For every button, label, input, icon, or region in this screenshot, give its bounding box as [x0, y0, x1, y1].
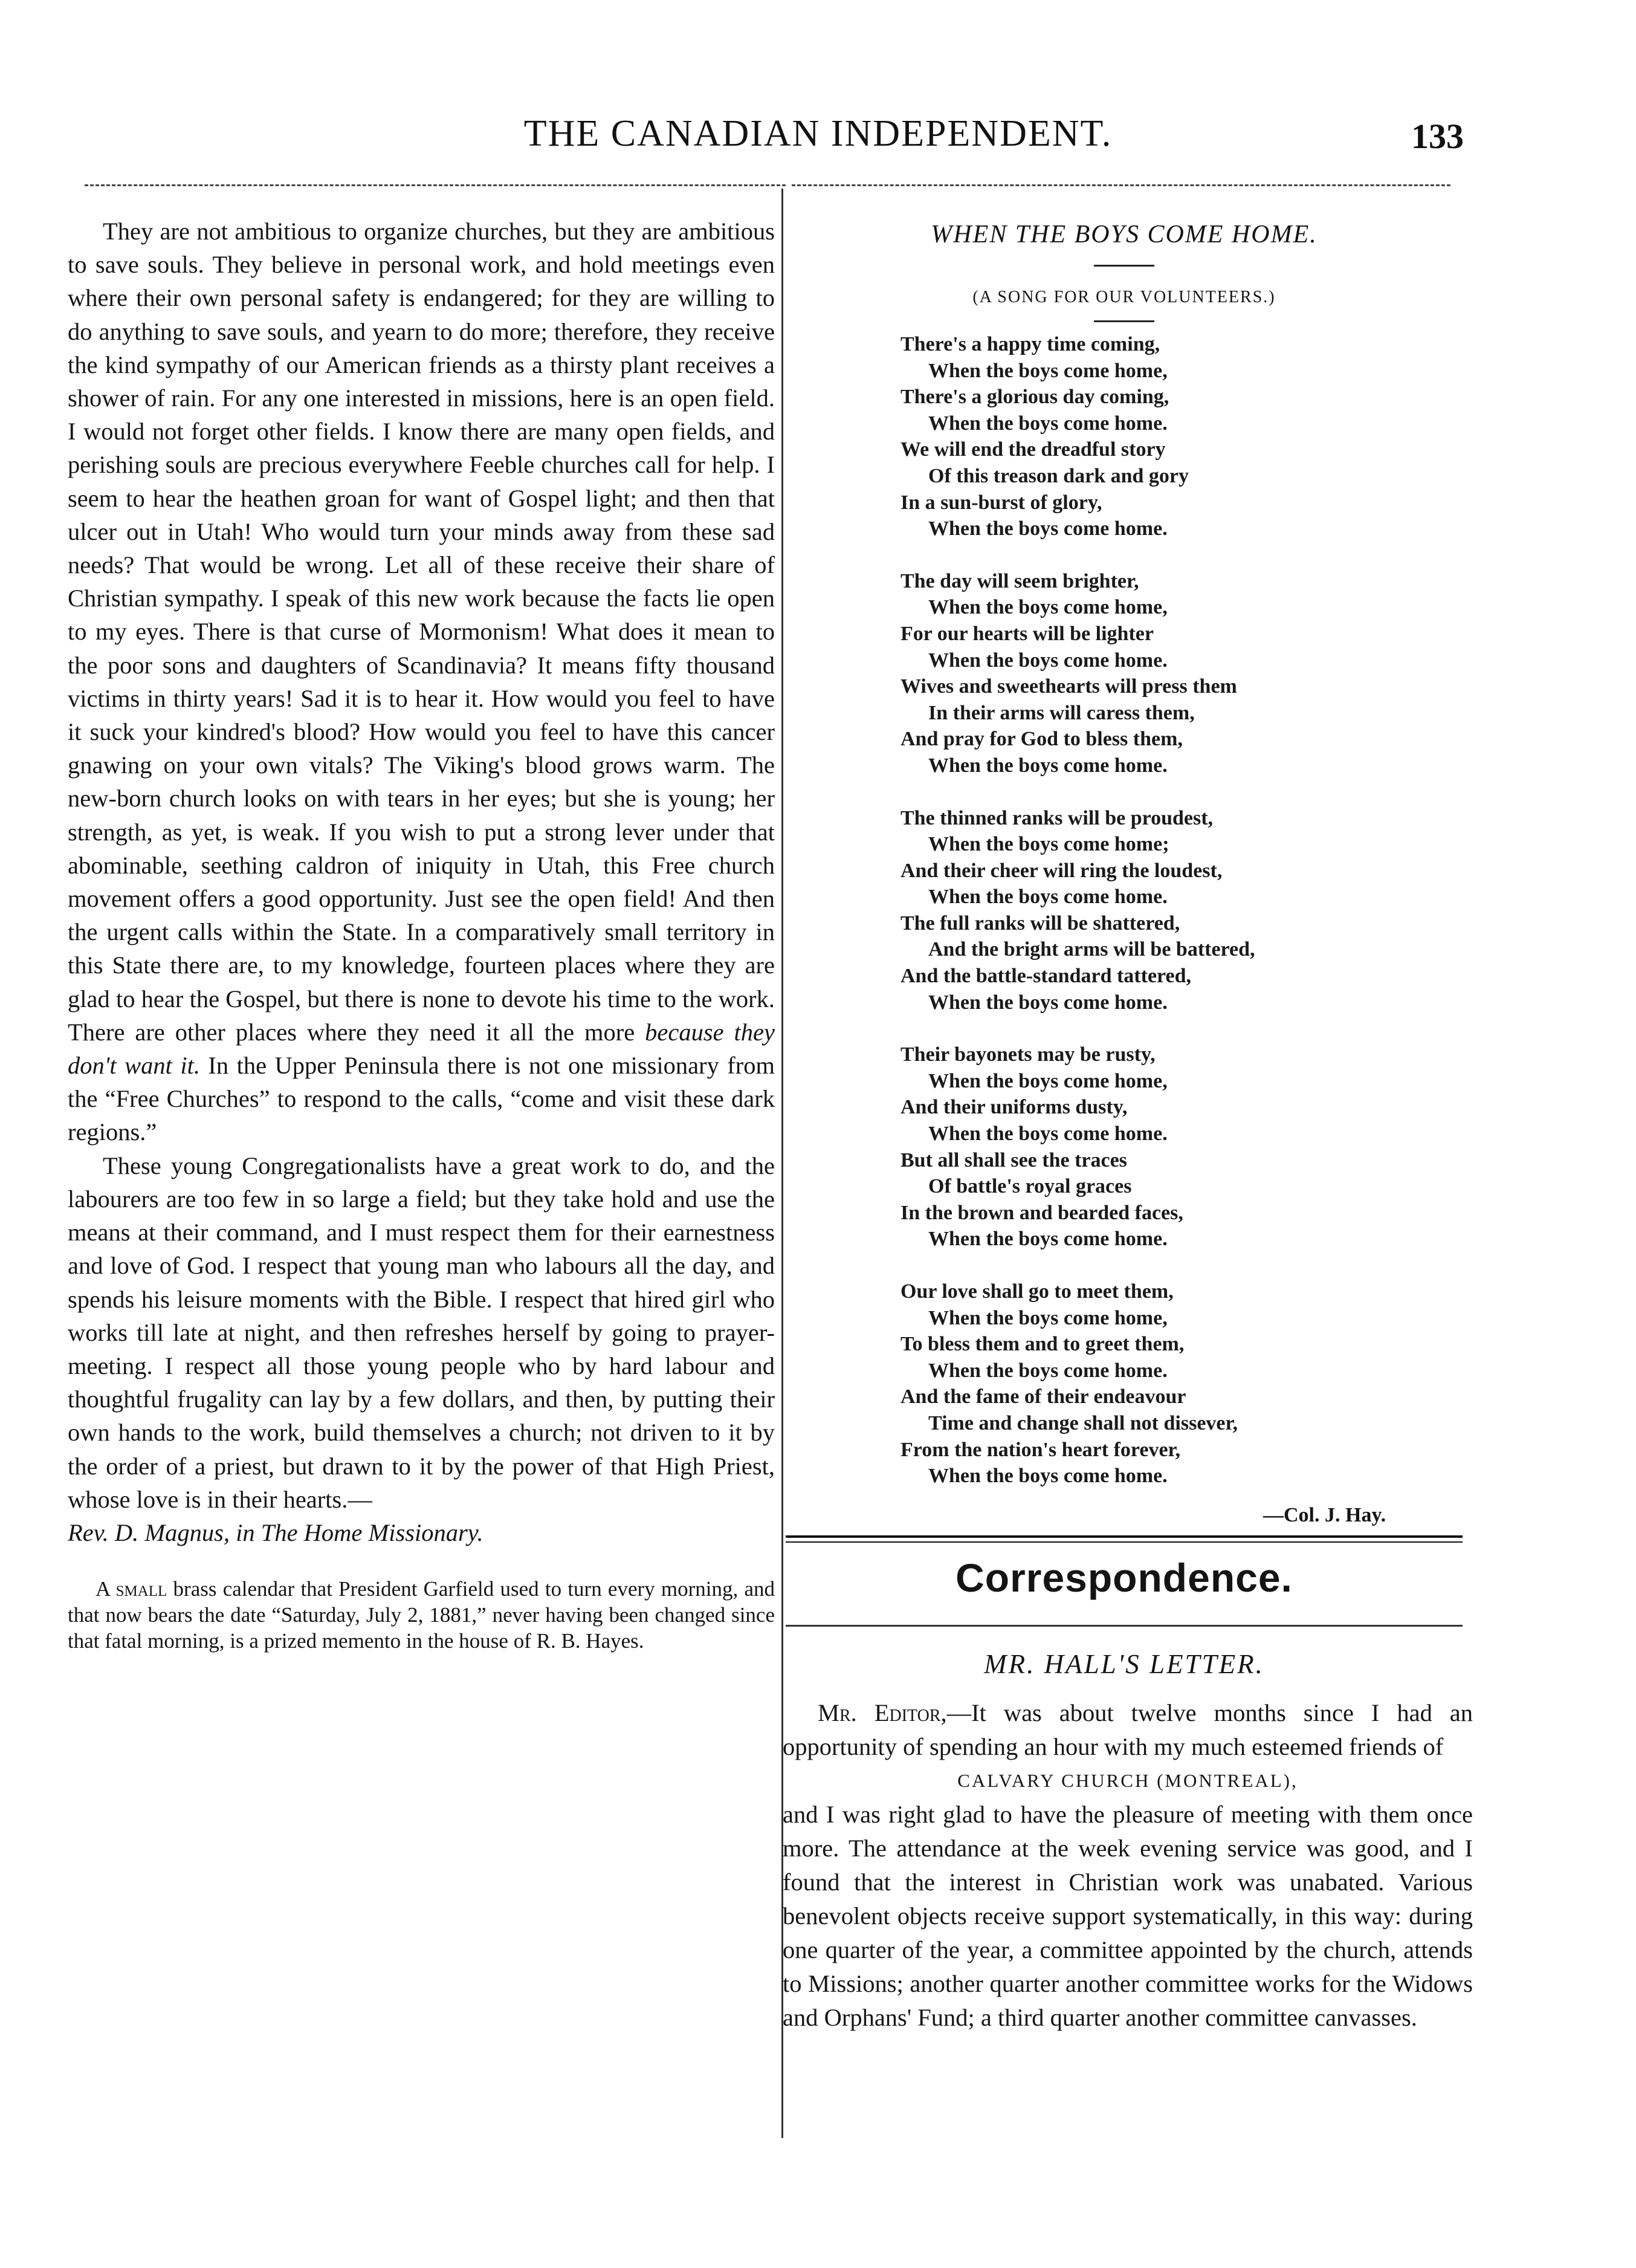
letter-paragraph-2: and I was right glad to have the pleasure of meeting with them once more. The attendance at the week evening service was good, and I found that the interest in Christian work was unabated. Various benevolent objects receive support systematically, in this way: during one quarter of the year, a committee appointed by the church, attends to Missions; another quarter another committee works for the Widows and Orphans' Fund; a third quarter another committee canvasses. [783, 1801, 1473, 2031]
poem-line: There's a glorious day coming, [900, 386, 1169, 409]
letter-paragraph-1-text: —It was about twelve months since I had an opportunity of spending an hour with my much esteemed friends of [783, 1699, 1473, 1760]
poem-line: When the boys come home. [928, 1123, 1168, 1145]
letter-salutation: Mr. Editor, [818, 1699, 947, 1726]
poem-line: In their arms will caress them, [928, 701, 1195, 724]
poem-line: And the fame of their endeavour [900, 1385, 1186, 1408]
poem-subtitle-rule [1094, 320, 1154, 322]
article-paragraph-2 [68, 1149, 775, 1549]
note-lead: A small [95, 1577, 167, 1601]
poem-line: Of battle's royal graces [928, 1175, 1132, 1198]
church-name-line: CALVARY CHURCH (MONTREAL), [957, 1770, 1298, 1791]
poem-line: When the boys come home. [928, 517, 1168, 540]
poem-line: Our love shall go to meet them, [900, 1280, 1174, 1303]
poem-stanza [900, 1042, 1444, 1252]
poem-line: When the boys come home. [928, 886, 1168, 909]
poem-line: When the boys come home, [928, 1069, 1168, 1092]
note-text: brass calendar that President Garfield used to turn every morning, and that now bears the date “Saturday, July 2, 1881,” never having been changed since that fatal morning, is a prized memento in the house of R. B. Hayes. [68, 1577, 775, 1653]
left-column [68, 215, 775, 1675]
poem-line: When the boys come home. [928, 991, 1168, 1014]
poem-line: There's a happy time coming, [900, 333, 1160, 355]
poem-line: But all shall see the traces [900, 1149, 1127, 1171]
poem-line: And their cheer will ring the loudest, [900, 859, 1223, 882]
poem-line: For our hearts will be lighter [900, 622, 1154, 645]
letter-body [783, 1696, 1473, 2035]
article-paragraph-1 [68, 215, 775, 1149]
poem-line: Their bayonets may be rusty, [900, 1043, 1156, 1066]
poem-line: When the boys come home. [928, 1228, 1168, 1251]
garfield-calendar-note [68, 1576, 775, 1654]
correspondence-rule [786, 1625, 1463, 1627]
poem-line: Wives and sweethearts will press them [900, 675, 1237, 698]
poem-line: When the boys come home. [928, 1359, 1168, 1382]
letter-paragraph-1 [783, 1696, 1473, 1764]
correspondence-heading: Correspondence. [955, 1555, 1293, 1600]
poem-line: The day will seem brighter, [900, 569, 1139, 592]
poem-line: When the boys come home. [928, 649, 1168, 672]
poem-title-rule [1094, 265, 1154, 267]
section-double-rule-top [786, 1535, 1463, 1538]
article-attribution: Rev. D. Magnus, in The Home Missionary. [68, 1518, 483, 1546]
poem-line: When the boys come home, [928, 359, 1168, 382]
paragraph-1-italic: because they don't want it. [68, 1018, 775, 1080]
poem-line: We will end the dreadful story [900, 438, 1166, 461]
poem-line: The full ranks will be shattered, [900, 912, 1180, 935]
poem-stanza [900, 331, 1444, 542]
poem-title: WHEN THE BOYS COME HOME. [931, 221, 1318, 248]
poem-line: And the bright arms will be battered, [928, 938, 1255, 961]
header-rule-right [792, 184, 1450, 186]
poem-line: When the boys come home, [928, 1306, 1168, 1329]
page-number: 133 [1411, 117, 1464, 156]
poem-stanza [900, 805, 1444, 1016]
poem-line: When the boys come home. [928, 754, 1168, 777]
poem-line: When the boys come home; [928, 833, 1169, 856]
poem-stanza [900, 568, 1444, 779]
paragraph-1-end: In the Upper Peninsula there is not one missionary from the “Free Churches” to respond to the calls, “come and visit these dark regions.” [68, 1052, 775, 1146]
poem-subtitle: (A SONG FOR OUR VOLUNTEERS.) [972, 288, 1276, 306]
poem-line: And their uniforms dusty, [900, 1096, 1128, 1119]
poem-stanza [900, 1278, 1444, 1489]
poem-line: Of this treason dark and gory [928, 464, 1189, 487]
poem-line: In a sun-burst of glory, [900, 491, 1102, 514]
poem-line: When the boys come home. [928, 1465, 1168, 1488]
poem-attribution: —Col. J. Hay. [1263, 1504, 1386, 1526]
poem-line: To bless them and to greet them, [900, 1333, 1185, 1356]
letter-title: MR. HALL'S LETTER. [984, 1649, 1264, 1679]
poem-line: Time and change shall not dissever, [928, 1411, 1238, 1434]
running-header-title: THE CANADIAN INDEPENDENT. [523, 113, 1113, 154]
poem-body [900, 331, 1444, 1489]
section-double-rule-bottom [786, 1541, 1463, 1543]
paragraph-1-text: They are not ambitious to organize churches, but they are ambitious to save souls. They believe in personal work, and hold meetings even where their own personal safety is endangered; for they are willing to do anything to save souls, and yearn to do more; therefore, they receive the kind sympathy of our American friends as a thirsty plant receives a shower of rain. For any one interested in missions, here is an open field. I would not forget other fields. I know there are many open fields, and perishing souls are precious everywhere Feeble churches call for help. I seem to hear the heathen groan for want of Gospel light; and then that ulcer out in Utah! Who would turn your minds away from these sad needs? That would be wrong. Let all of these receive their share of Christian sympathy. I speak of this new work because the facts lie open to my eyes. There is that curse of Mormonism! What does it mean to the poor sons and daughters of Scandinavia? It means fifty thousand victims in thirty years! Sad it is to hear it. How would you feel to have it suck your kindred's blood? How would you feel to have this cancer gnawing on your own vitals? The Viking's blood grows warm. The new-born church looks on with tears in her eyes; but she is young; her strength, as yet, is weak. If you wish to put a strong lever under that abominable, seething caldron of iniquity in Utah, this Free church movement offers a good opportunity. Just see the open field! And then the urgent calls within the State. In a comparatively small territory in this State there are, to my knowledge, fourteen places where they are glad to hear the Gospel, but there is none to devote his time to the work. There are other places where they need it all the more [68, 218, 775, 1046]
header-rule-left [85, 184, 786, 186]
poem-line: In the brown and bearded faces, [900, 1201, 1183, 1224]
poem-line: When the boys come home. [928, 412, 1168, 435]
poem-line: And the battle-standard tattered, [900, 965, 1192, 988]
poem-line: And pray for God to bless them, [900, 728, 1183, 751]
poem-line: From the nation's heart forever, [900, 1438, 1181, 1461]
poem-line: The thinned ranks will be proudest, [900, 806, 1214, 829]
paragraph-2-text: These young Congregationalists have a great work to do, and the labourers are too few in so large a field; but they take hold and use the means at their command, and I must respect them for their earnestness and love of God. I respect that young man who labours all the day, and spends his leisure moments with the Bible. I respect that hired girl who works till late at night, and then refreshes herself by going to prayer-meeting. I respect all those young people who by hard labour and thoughtful frugality can lay by a few dollars, and then, by putting their own hands to the work, build themselves a church; not driven to it by the order of a priest, but drawn to it by the power of that High Priest, whose love is in their hearts.— [68, 1152, 775, 1513]
poem-line: When the boys come home, [928, 596, 1168, 619]
